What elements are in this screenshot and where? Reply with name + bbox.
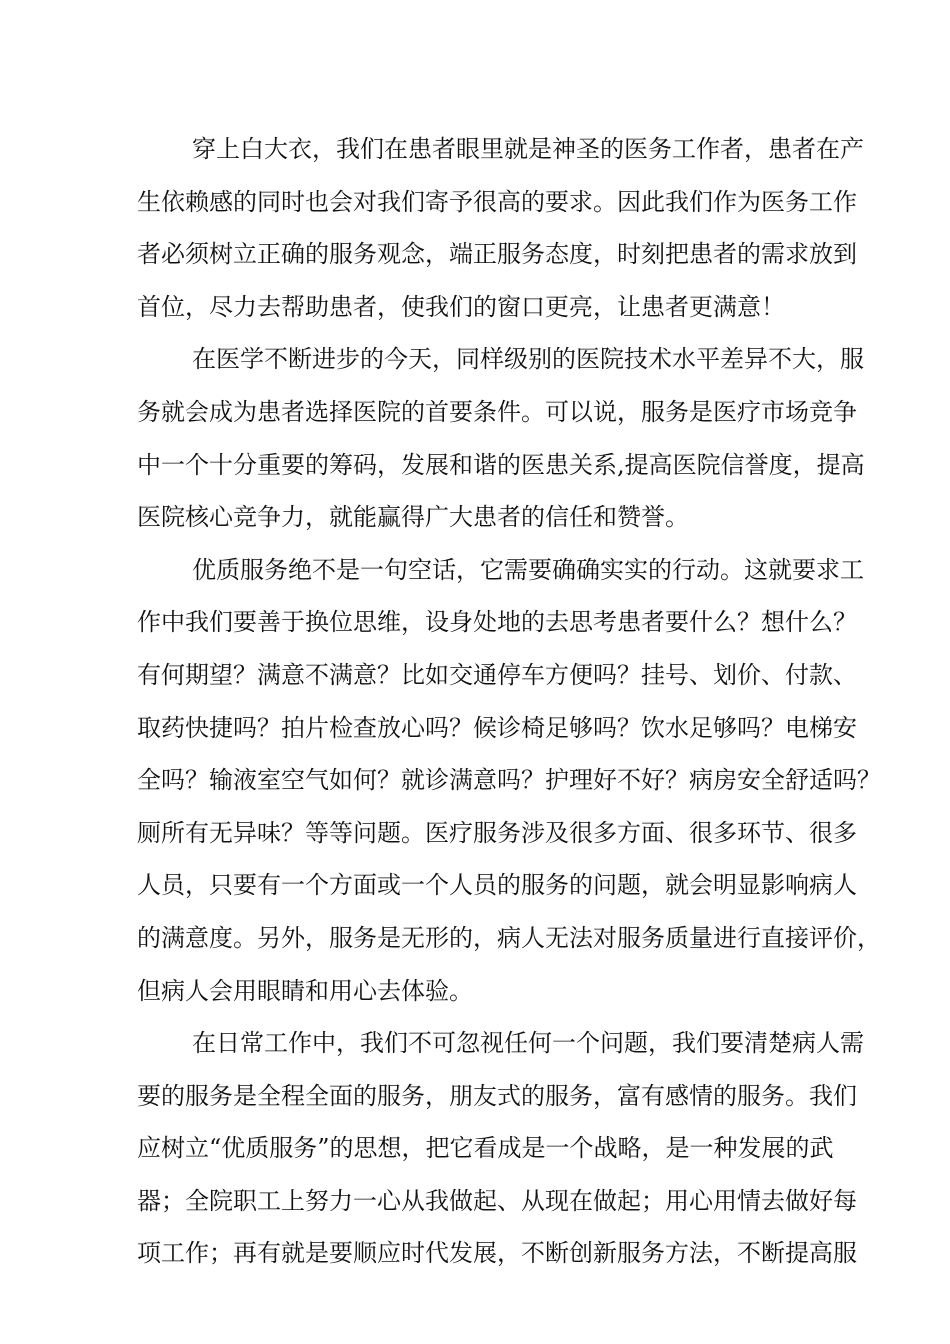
text-line: 全吗？输液室空气如何？就诊满意吗？护理好不好？病房安全舒适吗？ (137, 766, 881, 795)
text-line: 有何期望？满意不满意？比如交通停车方便吗？挂号、划价、付款、 (137, 660, 857, 689)
text-line: 首位，尽力去帮助患者，使我们的窗口更亮，让患者更满意！ (137, 292, 785, 321)
text-line: 者必须树立正确的服务观念，端正服务态度，时刻把患者的需求放到 (137, 240, 857, 269)
text-line: 中一个十分重要的筹码，发展和谐的医患关系,提高医院信誉度，提高 (137, 450, 865, 479)
text-line: 器；全院职工上努力一心从我做起、从现在做起；用心用情去做好每 (137, 1186, 857, 1215)
text-line: 要的服务是全程全面的服务，朋友式的服务，富有感情的服务。我们 (137, 1081, 857, 1110)
text-line: 人员，只要有一个方面或一个人员的服务的问题，就会明显影响病人 (137, 871, 857, 900)
text-line: 项工作；再有就是要顺应时代发展，不断创新服务方法，不断提高服 (137, 1239, 857, 1268)
text-line: 穿上白大衣，我们在患者眼里就是神圣的医务工作者，患者在产 (192, 135, 864, 163)
text-line: 优质服务绝不是一句空话，它需要确确实实的行动。这就要求工 (192, 555, 864, 584)
paragraph-3 (137, 544, 881, 1017)
paragraph-4 (137, 1017, 864, 1280)
text-line: 在日常工作中，我们不可忽视任何一个问题，我们要清楚病人需 (192, 1029, 864, 1058)
text-line: 厕所有无异味？等等问题。医疗服务涉及很多方面、很多环节、很多 (137, 818, 857, 847)
text-line: 生依赖感的同时也会对我们寄予很高的要求。因此我们作为医务工作 (137, 187, 857, 216)
text-line: 在医学不断进步的今天，同样级别的医院技术水平差异不大，服 (192, 345, 864, 374)
document-body (137, 123, 881, 1280)
text-line: 取药快捷吗？拍片检查放心吗？候诊椅足够吗？饮水足够吗？电梯安 (137, 713, 857, 742)
paragraph-2 (137, 333, 865, 543)
text-line: 医院核心竞争力，就能赢得广大患者的信任和赞誉。 (137, 503, 689, 532)
text-line: 但病人会用眼睛和用心去体验。 (137, 976, 473, 1005)
text-line: 务就会成为患者选择医院的首要条件。可以说，服务是医疗市场竞争 (137, 397, 857, 426)
paragraph-1 (137, 123, 864, 333)
text-line: 的满意度。另外，服务是无形的，病人无法对服务质量进行直接评价， (137, 923, 881, 952)
text-line: 应树立“优质服务”的思想，把它看成是一个战略，是一种发展的武 (137, 1134, 834, 1163)
text-line: 作中我们要善于换位思维，设身处地的去思考患者要什么？想什么？ (137, 608, 857, 637)
